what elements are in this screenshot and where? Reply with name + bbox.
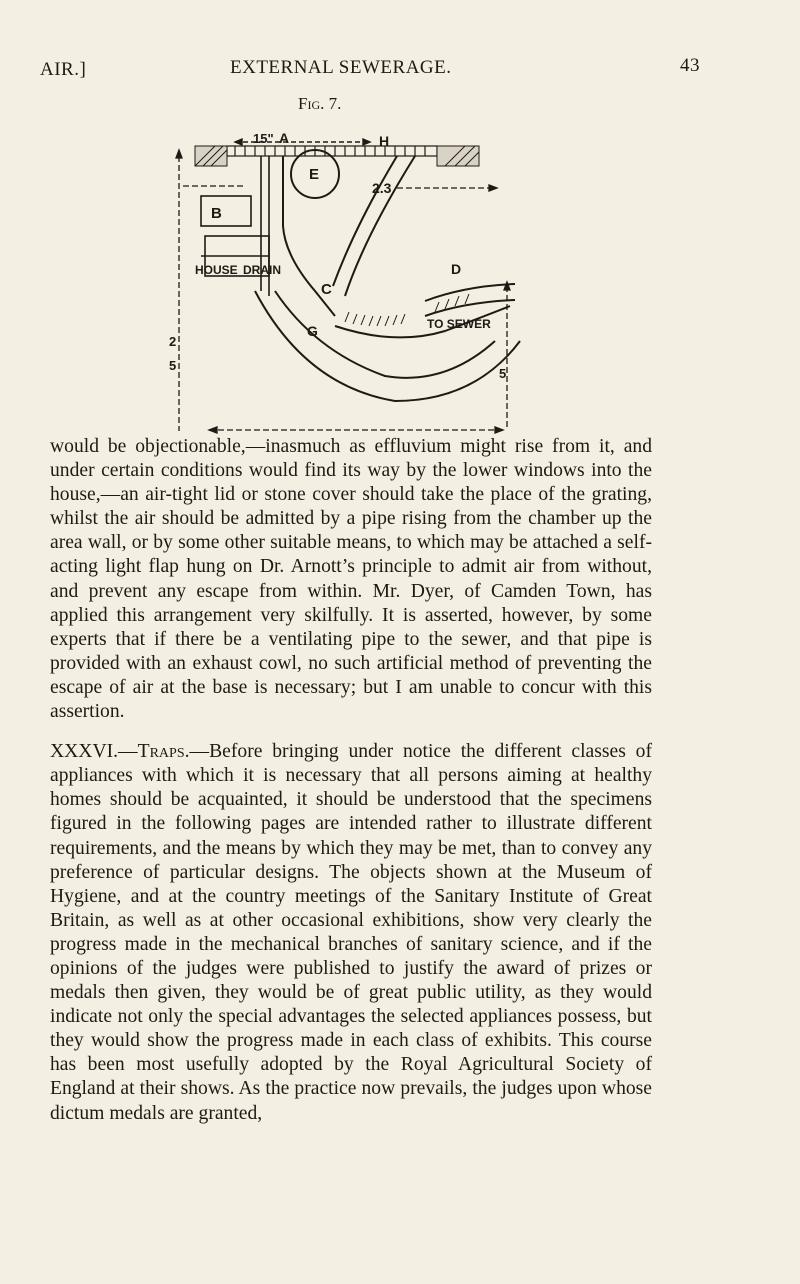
left-num-1: 2 xyxy=(169,334,177,349)
left-num-2: 5 xyxy=(169,358,177,373)
diagram-svg xyxy=(165,116,535,436)
label-house: HOUSE xyxy=(195,263,238,277)
right-num: 5 xyxy=(499,366,507,381)
section-number: XXXVI.— xyxy=(50,741,138,763)
label-g: G xyxy=(307,323,318,339)
bottom-dimension xyxy=(209,427,503,433)
label-d: D xyxy=(451,261,462,277)
header-section-mark: AIR.] xyxy=(40,59,87,80)
label-e: E xyxy=(309,166,320,183)
grating xyxy=(227,146,437,156)
paragraph-2 xyxy=(50,740,652,1126)
page-number: 43 xyxy=(680,55,700,76)
left-dimension xyxy=(176,150,245,431)
label-h: H xyxy=(379,133,390,149)
label-to-sewer: TO SEWER xyxy=(427,317,491,331)
right-dimension xyxy=(397,185,497,191)
sewer-diagram xyxy=(165,116,535,436)
label-c: C xyxy=(321,281,332,298)
paragraph-2-text: —Before bringing under notice the different classes of appliances with which it is necessary that all persons aiming at healthy homes should be acquainted, it should be understood that the specimens figured in the following pages are intended rather to illustrate different requirements, and the means by which they may be met, than to convey any preference of particular designs. The objects shown at the Museum of Hygiene, and at the country meetings of the Sanitary Institute of Great Britain, as well as at other occasional exhibitions, show very clearly the progress made in the mechanical branches of sanitary science, and if the opinions of the judges were published to justify the award of prizes or medals then given, they would be of great public utility, as they would indicate not only the special advantages the selected appliances possess, but they would show the progress made in each class of exhibits. This course has been most usefully adopted by the Royal Agricultural Society of England at their shows. As the practice now prevails, the judges upon whose dictum medals are granted, xyxy=(50,741,652,1124)
running-header xyxy=(40,55,700,85)
label-a: A xyxy=(279,130,290,146)
figure-caption: Fig. 7. xyxy=(298,94,342,113)
dim-2-3: 2.3 xyxy=(372,180,392,196)
body-text xyxy=(50,435,652,1126)
section-title: Traps. xyxy=(137,741,190,763)
header-title: EXTERNAL SEWERAGE. xyxy=(230,57,452,78)
label-b: B xyxy=(211,205,222,222)
label-drain: DRAIN xyxy=(243,263,281,277)
top-dim-label: 15" xyxy=(253,131,274,146)
paragraph-1: would be objectionable,—inasmuch as effluvium might rise from it, and under certain conditions would find its way by the lower windows into the house,—an air-tight lid or stone cover should take the place of the grating, whilst the air should be admitted by a pipe rising from the chamber up the area wall, or by some other suitable means, to which may be attached a self-acting light flap hung on Dr. Arnott’s principle to admit air from without, and prevent any escape from within. Mr. Dyer, of Camden Town, has applied this arrangement very skilfully. It is asserted, however, by some experts that if there be a ventilating pipe to the sewer, and that pipe is provided with an exhaust cowl, no such artificial method of preventing the escape of air at the base is necessary; but I am unable to concur with this assertion. xyxy=(50,436,652,723)
